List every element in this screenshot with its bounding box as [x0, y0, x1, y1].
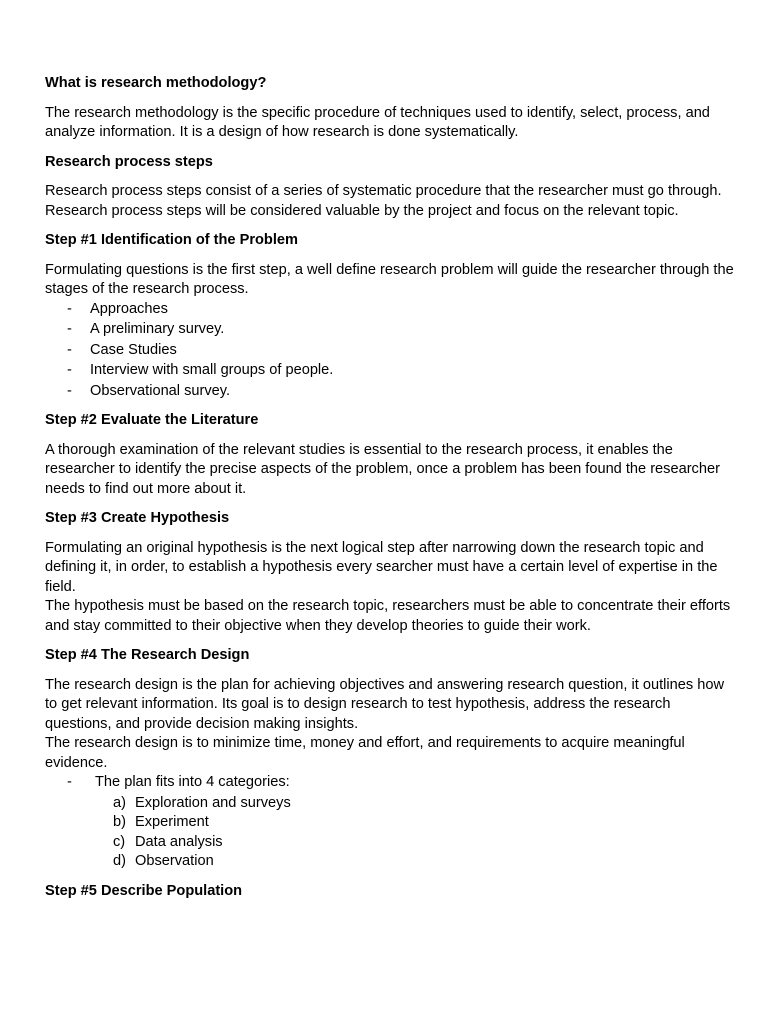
paragraph-step-3-b: The hypothesis must be based on the research topic, researchers must be able to concentrate their efforts and stay committed to their objective when they develop theories to guide their work.: [45, 598, 731, 634]
paragraph-research-methodology: The research methodology is the specific procedure of techniques used to identify, select, process, and analyze information. It is a design of how research is done systematically.: [45, 104, 710, 140]
list-item-text: Data analysis: [135, 833, 223, 850]
bullet-dash: -: [67, 321, 72, 337]
list-item: [45, 382, 735, 402]
bullet-dash: -: [67, 382, 72, 399]
list-item-text: The plan fits into 4 categories:: [95, 774, 290, 790]
list-marker: d): [113, 853, 126, 869]
list-item: [45, 773, 735, 793]
heading-step-5: Step #5 Describe Population: [45, 882, 243, 899]
list-marker: a): [113, 794, 126, 811]
heading-research-process-steps: Research process steps: [45, 153, 213, 170]
list-item-text: A preliminary survey.: [90, 321, 225, 337]
list-item: [45, 852, 735, 872]
list-item: [45, 341, 735, 361]
paragraph-research-process-steps: Research process steps consist of a series of systematic procedure that the researcher must go through. Research process steps will be considered valuable by the project and focus on the relevant topic.: [45, 183, 722, 219]
list-item: [45, 833, 735, 853]
paragraph-step-3-a: Formulating an original hypothesis is the next logical step after narrowing down the research topic and defining it, in order, to establish a hypothesis every searcher must have a certain level of expertise in the field.: [45, 539, 718, 595]
heading-step-4: Step #4 The Research Design: [45, 647, 250, 663]
bullet-dash: -: [67, 774, 72, 790]
list-item-text: Exploration and surveys: [135, 794, 291, 811]
step-1-bullet-list: [45, 300, 735, 402]
list-item-text: Case Studies: [90, 341, 177, 358]
list-item-text: Experiment: [135, 814, 209, 830]
list-item-text: Interview with small groups of people.: [90, 362, 334, 378]
heading-step-2: Step #2 Evaluate the Literature: [45, 412, 259, 428]
list-item: [45, 300, 735, 320]
paragraph-step-4-a: The research design is the plan for achieving objectives and answering research question, it outlines how to get relevant information. Its goal is to design research to test hypothesis, address the research questions, and provide decision making insights.: [45, 676, 725, 732]
list-item-text: Approaches: [90, 300, 168, 317]
heading-step-1: Step #1 Identification of the Problem: [45, 232, 298, 248]
list-item-text: Observation: [135, 853, 214, 869]
document-page: [45, 74, 735, 911]
list-item-text: Observational survey.: [90, 382, 231, 399]
bullet-dash: -: [67, 341, 72, 358]
paragraph-step-2: A thorough examination of the relevant studies is essential to the research process, it enables the researcher to identify the precise aspects of the problem, once a problem has been found the researcher needs to find out more about it.: [45, 441, 720, 497]
list-item: [45, 794, 735, 814]
bullet-dash: -: [67, 362, 72, 378]
list-item: [45, 813, 735, 833]
list-item: [45, 320, 735, 340]
step-4-category-list: [45, 794, 735, 872]
paragraph-step-1: Formulating questions is the first step, a well define research problem will guide the researcher through the stages of the research process.: [45, 261, 734, 297]
heading-research-methodology: What is research methodology?: [45, 75, 267, 91]
heading-step-3: Step #3 Create Hypothesis: [45, 510, 230, 526]
list-item: [45, 361, 735, 381]
list-marker: b): [113, 814, 126, 830]
bullet-dash: -: [67, 300, 72, 317]
step-4-bullet-list: [45, 773, 735, 793]
list-marker: c): [113, 833, 126, 850]
paragraph-step-4-b: The research design is to minimize time, money and effort, and requirements to acquire meaningful evidence.: [45, 735, 685, 771]
